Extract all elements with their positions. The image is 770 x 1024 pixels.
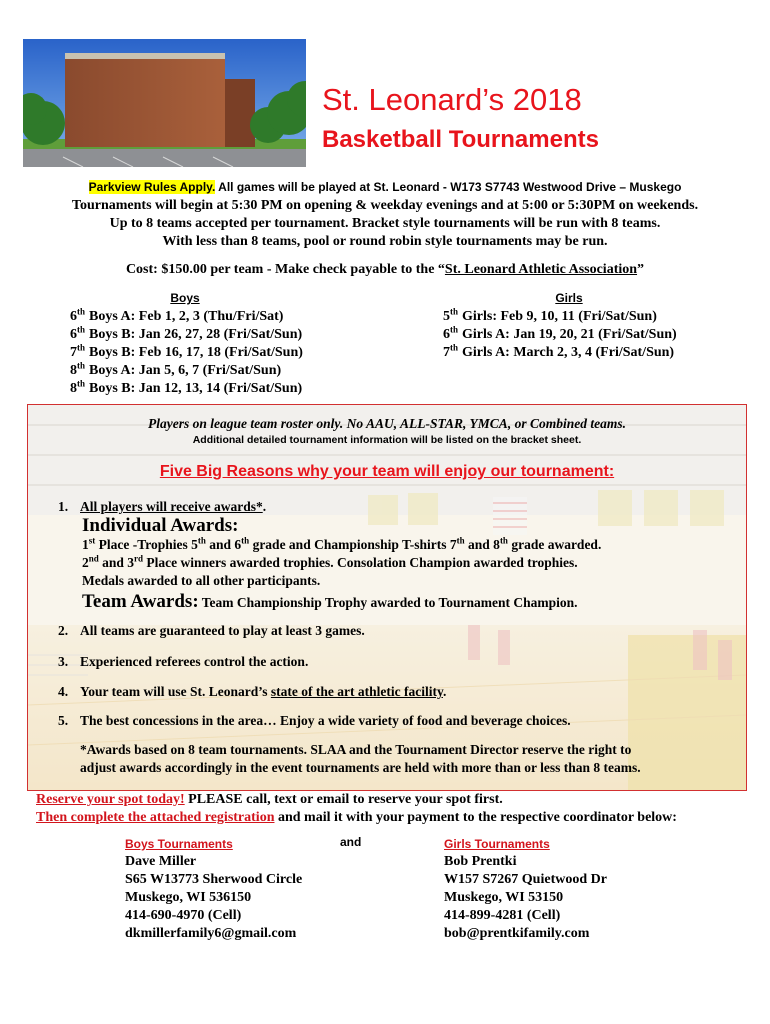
boys-schedule-row: 8th Boys A: Jan 5, 6, 7 (Fri/Sat/Sun) — [70, 360, 282, 378]
boys-contact-email[interactable]: dkmillerfamily6@gmail.com — [125, 926, 297, 941]
reason-4: 4. Your team will use St. Leonard’s state of the art athletic facility. — [58, 684, 447, 699]
reason-2: 2. All teams are guaranteed to play at least 3 games. — [58, 623, 365, 638]
boys-contact-phone: 414-690-4970 (Cell) — [125, 908, 242, 923]
rules-text: All games will be played at St. Leonard - W173 S7743 Westwood Drive – Muskego — [218, 180, 682, 194]
awards-footnote-2: adjust awards accordingly in the event tournaments are held with more than or less than 8 teams. — [80, 760, 641, 775]
boys-contact-heading: Boys Tournaments — [125, 837, 233, 851]
page-title: St. Leonard’s 2018 — [322, 82, 582, 117]
girls-heading: Girls — [555, 291, 583, 305]
boys-contact-address: S65 W13773 Sherwood Circle — [125, 872, 303, 887]
pool-line: With less than 8 teams, pool or round robin style tournaments may be run. — [162, 234, 608, 249]
rules-highlight: Parkview Rules Apply. — [88, 180, 216, 194]
team-awards-line: Team Awards: Team Championship Trophy awarded to Tournament Champion. — [82, 591, 578, 612]
registration-link[interactable]: Then complete the attached registration — [36, 810, 275, 825]
facility-link[interactable]: state of the art athletic facility — [270, 684, 443, 699]
boys-schedule-row: 8th Boys B: Jan 12, 13, 14 (Fri/Sat/Sun) — [70, 378, 303, 396]
girls-contact-heading: Girls Tournaments — [444, 837, 550, 851]
reserve-link[interactable]: Reserve your spot today! — [36, 792, 185, 807]
girls-contact-address: W157 S7267 Quietwood Dr — [444, 872, 607, 887]
girls-contact-name: Bob Prentki — [444, 854, 517, 869]
reason-3: 3. Experienced referees control the action. — [58, 654, 309, 669]
team-awards-heading: Team Awards: — [82, 591, 199, 612]
contacts-and: and — [340, 835, 362, 849]
girls-schedule-row: 6th Girls A: Jan 19, 20, 21 (Fri/Sat/Sun) — [443, 324, 677, 342]
boys-schedule-row: 6th Boys B: Jan 26, 27, 28 (Fri/Sat/Sun) — [70, 324, 303, 342]
girls-schedule — [443, 289, 695, 362]
girls-contact-phone: 414-899-4281 (Cell) — [444, 908, 561, 923]
team-awards-text: Team Championship Trophy awarded to Tournament Champion — [198, 595, 575, 610]
boys-heading: Boys — [170, 291, 200, 305]
girls-contact-city: Muskego, WI 53150 — [444, 890, 564, 905]
girls-schedule-row: 5th Girls: Feb 9, 10, 11 (Fri/Sat/Sun) — [443, 306, 657, 324]
boys-contact-city: Muskego, WI 536150 — [125, 890, 252, 905]
cost-line — [0, 262, 770, 278]
individual-awards-line-2: 2nd and 3rd Place winners awarded trophies. Consolation Champion awarded trophies. — [82, 553, 578, 570]
boys-schedule — [70, 289, 303, 398]
rules-line — [0, 180, 770, 194]
details-note: Additional detailed tournament information will be listed on the bracket sheet. — [192, 434, 582, 446]
building-photo — [23, 39, 306, 167]
girls-contact — [444, 835, 607, 943]
awards-footnote-1: *Awards based on 8 team tournaments. SLAA and the Tournament Director reserve the right to — [80, 742, 632, 757]
individual-awards-line-1: 1st Place -Trophies 5th and 6th grade and Championship T-shirts 7th and 8th grade awarded. — [82, 535, 602, 552]
reason-5: 5. The best concessions in the area… Enjoy a wide variety of food and beverage choices. — [58, 713, 571, 728]
schedule-line: Tournaments will begin at 5:30 PM on opening & weekday evenings and at 5:00 or 5:30PM on weekends. — [71, 198, 699, 213]
reserve-line-2 — [36, 810, 677, 826]
reserve-text-2: and mail it with your payment to the respective coordinator below: — [274, 810, 677, 825]
individual-awards-heading: Individual Awards: — [82, 515, 239, 536]
gym-section — [27, 404, 747, 791]
cost-suffix: ” — [637, 262, 645, 277]
reason-1-dot: . — [262, 499, 267, 514]
reason-1-text: All players will receive awards* — [80, 499, 263, 514]
girls-contact-email[interactable]: bob@prentkifamily.com — [444, 926, 590, 941]
teams-line: Up to 8 teams accepted per tournament. Bracket style tournaments will be run with 8 teams. — [109, 216, 661, 231]
boys-contact-name: Dave Miller — [125, 854, 197, 869]
reserve-line-1 — [36, 792, 503, 808]
cost-prefix: Cost: $150.00 per team - Make check payable to the “ — [125, 262, 445, 277]
individual-awards-line-3: Medals awarded to all other participants. — [82, 573, 321, 588]
girls-schedule-row: 7th Girls A: March 2, 3, 4 (Fri/Sat/Sun) — [443, 342, 675, 360]
roster-note: Players on league team roster only. No AAU, ALL-STAR, YMCA, or Combined teams. — [148, 416, 626, 431]
reason-1-number: 1. — [58, 499, 69, 514]
page-subtitle: Basketball Tournaments — [322, 126, 599, 153]
reason-1 — [58, 499, 266, 515]
boys-schedule-row: 6th Boys A: Feb 1, 2, 3 (Thu/Fri/Sat) — [70, 306, 284, 324]
boys-schedule-row: 7th Boys B: Feb 16, 17, 18 (Fri/Sat/Sun) — [70, 342, 303, 360]
boys-contact — [125, 835, 302, 943]
reserve-text-1: PLEASE call, text or email to reserve your spot first. — [184, 792, 503, 807]
cost-payee: St. Leonard Athletic Association — [444, 262, 638, 277]
reasons-heading: Five Big Reasons why your team will enjoy our tournament: — [159, 463, 615, 480]
